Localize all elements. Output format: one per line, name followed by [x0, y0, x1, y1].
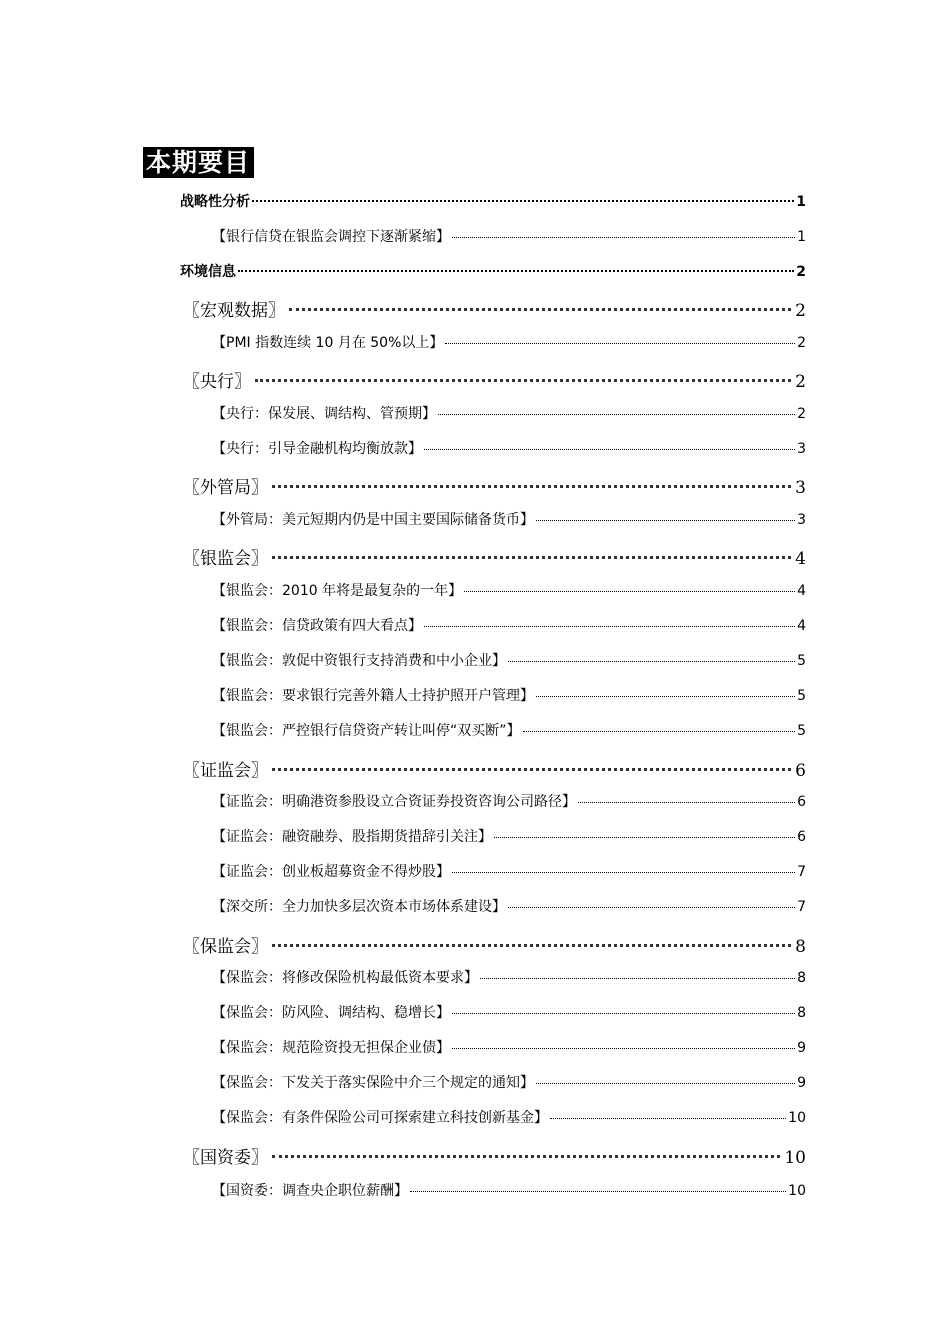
- toc-entry[interactable]: [183, 296, 806, 321]
- toc-entry-title: 【央行：引导金融机构均衡放款】: [212, 441, 422, 457]
- toc-entry[interactable]: [183, 1143, 806, 1168]
- toc-entry[interactable]: [212, 1037, 806, 1057]
- toc-dot-leader: [452, 1048, 795, 1049]
- toc-dot-leader: [438, 414, 795, 415]
- toc-entry-title: 【银行信贷在银监会调控下逐渐紧缩】: [212, 229, 450, 245]
- toc-entry-title: 【证监会：创业板超募资金不得炒股】: [212, 864, 450, 880]
- toc-page-number: 9: [797, 1075, 806, 1091]
- toc-entry[interactable]: [180, 261, 806, 281]
- toc-entry[interactable]: [183, 756, 806, 781]
- toc-page-number: 10: [784, 1148, 806, 1168]
- toc-entry[interactable]: [212, 896, 806, 916]
- toc-entry[interactable]: [212, 791, 806, 811]
- toc-entry[interactable]: [212, 685, 806, 705]
- toc-entry[interactable]: [212, 861, 806, 881]
- toc-dot-leader: [238, 270, 794, 272]
- toc-dot-leader: [536, 696, 795, 697]
- toc-entry[interactable]: [180, 191, 806, 211]
- toc-dot-leader: [424, 626, 795, 627]
- toc-entry[interactable]: [212, 226, 806, 246]
- toc-page-number: 8: [797, 1005, 806, 1021]
- toc-entry[interactable]: [212, 438, 806, 458]
- toc-dot-leader: [523, 731, 796, 732]
- toc-entry-title: 【深交所：全力加快多层次资本市场体系建设】: [212, 899, 506, 915]
- toc-entry[interactable]: [183, 367, 806, 392]
- toc-page-number: 3: [797, 441, 806, 457]
- toc-entry-title: 【银监会：严控银行信贷资产转让叫停“双买断”】: [212, 723, 521, 739]
- toc-entry-title: 〖央行〗: [183, 372, 251, 392]
- toc-entry-title: 【银监会：2010 年将是最复杂的一年】: [212, 583, 463, 599]
- toc-entry[interactable]: [212, 1107, 806, 1127]
- toc-page-number: 1: [796, 194, 806, 210]
- toc-dot-leader: [424, 449, 795, 450]
- toc-entry-title: 【银监会：信贷政策有四大看点】: [212, 618, 422, 634]
- toc-page-number: 10: [788, 1183, 806, 1199]
- toc-dot-leader: [480, 978, 795, 979]
- toc-page-number: 5: [797, 653, 806, 669]
- toc-page-number: 5: [797, 723, 806, 739]
- toc-dot-leader: [550, 1118, 786, 1119]
- toc-entry-title: 【银监会：敦促中资银行支持消费和中小企业】: [212, 653, 506, 669]
- toc-entry-title: 【银监会：要求银行完善外籍人士持护照开户管理】: [212, 688, 534, 704]
- toc-dot-leader: [272, 556, 791, 559]
- toc-entry-title: 环境信息: [180, 264, 236, 280]
- toc-entry-title: 〖宏观数据〗: [183, 301, 285, 321]
- toc-entry[interactable]: [212, 580, 806, 600]
- toc-page-number: 3: [797, 512, 806, 528]
- toc-dot-leader: [252, 200, 794, 202]
- toc-entry[interactable]: [212, 1002, 806, 1022]
- toc-page-number: 3: [795, 478, 806, 498]
- toc-entry-title: 〖国资委〗: [183, 1148, 268, 1168]
- toc-page-number: 2: [796, 264, 806, 280]
- toc-dot-leader: [494, 837, 795, 838]
- toc-dot-leader: [452, 237, 795, 238]
- toc-page-number: 4: [795, 549, 806, 569]
- toc-entry-title: 【保监会：下发关于落实保险中介三个规定的通知】: [212, 1075, 534, 1091]
- toc-entry-title: 【证监会：融资融券、股指期货措辞引关注】: [212, 829, 492, 845]
- toc-page-number: 2: [797, 335, 806, 351]
- toc-page-number: 4: [797, 583, 806, 599]
- page-title: 本期要目: [143, 147, 254, 178]
- toc-page-number: 8: [797, 970, 806, 986]
- toc-entry[interactable]: [212, 720, 806, 740]
- toc-entry-title: 【PMI 指数连续 10 月在 50%以上】: [212, 335, 444, 351]
- toc-entry[interactable]: [212, 650, 806, 670]
- toc-entry-title: 【保监会：将修改保险机构最低资本要求】: [212, 970, 478, 986]
- toc-entry-title: 〖外管局〗: [183, 478, 268, 498]
- toc-page-number: 7: [797, 864, 806, 880]
- toc-entry-title: 【保监会：有条件保险公司可探索建立科技创新基金】: [212, 1110, 548, 1126]
- toc-dot-leader: [508, 661, 795, 662]
- toc-entry-title: 【保监会：规范险资投无担保企业债】: [212, 1040, 450, 1056]
- toc-entry[interactable]: [212, 1180, 806, 1200]
- toc-entry[interactable]: [212, 403, 806, 423]
- toc-page-number: 7: [797, 899, 806, 915]
- toc-entry[interactable]: [212, 967, 806, 987]
- toc-page-number: 9: [797, 1040, 806, 1056]
- toc-page-number: 1: [797, 229, 806, 245]
- toc-dot-leader: [289, 308, 791, 311]
- toc-entry-title: 【证监会：明确港资参股设立合资证券投资咨询公司路径】: [212, 794, 576, 810]
- toc-dot-leader: [452, 872, 795, 873]
- toc-page-number: 8: [795, 937, 806, 957]
- toc-entry-title: 【外管局：美元短期内仍是中国主要国际储备货币】: [212, 512, 534, 528]
- toc-page-number: 2: [795, 301, 806, 321]
- toc-page-number: 10: [788, 1110, 806, 1126]
- toc-entry[interactable]: [183, 473, 806, 498]
- toc-entry[interactable]: [212, 1072, 806, 1092]
- toc-entry-title: 〖证监会〗: [183, 761, 268, 781]
- toc-dot-leader: [445, 343, 795, 344]
- toc-entry[interactable]: [212, 826, 806, 846]
- toc-dot-leader: [508, 907, 795, 908]
- toc-dot-leader: [272, 1155, 780, 1158]
- toc-dot-leader: [464, 591, 795, 592]
- toc-page-number: 6: [795, 761, 806, 781]
- toc-dot-leader: [536, 1083, 795, 1084]
- toc-page-number: 6: [797, 829, 806, 845]
- toc-page-number: 6: [797, 794, 806, 810]
- toc-dot-leader: [578, 802, 795, 803]
- toc-entry[interactable]: [212, 615, 806, 635]
- toc-page-number: 4: [797, 618, 806, 634]
- toc-dot-leader: [272, 768, 791, 771]
- toc-dot-leader: [452, 1013, 795, 1014]
- toc-dot-leader: [410, 1191, 786, 1192]
- toc-entry[interactable]: [212, 332, 806, 352]
- toc-dot-leader: [272, 944, 791, 947]
- toc-page-number: 5: [797, 688, 806, 704]
- toc-entry-title: 【国资委：调查央企职位薪酬】: [212, 1183, 408, 1199]
- toc-page-number: 2: [797, 406, 806, 422]
- toc-entry-title: 〖保监会〗: [183, 937, 268, 957]
- toc-dot-leader: [272, 485, 791, 488]
- toc-page-number: 2: [795, 372, 806, 392]
- toc-entry[interactable]: [183, 544, 806, 569]
- toc-entry-title: 〖银监会〗: [183, 549, 268, 569]
- toc-entry[interactable]: [212, 509, 806, 529]
- toc-entry-title: 战略性分析: [180, 194, 250, 210]
- toc-entry[interactable]: [183, 932, 806, 957]
- toc-dot-leader: [255, 379, 791, 382]
- toc-entry-title: 【保监会：防风险、调结构、稳增长】: [212, 1005, 450, 1021]
- toc-dot-leader: [536, 520, 795, 521]
- toc-entry-title: 【央行：保发展、调结构、管预期】: [212, 406, 436, 422]
